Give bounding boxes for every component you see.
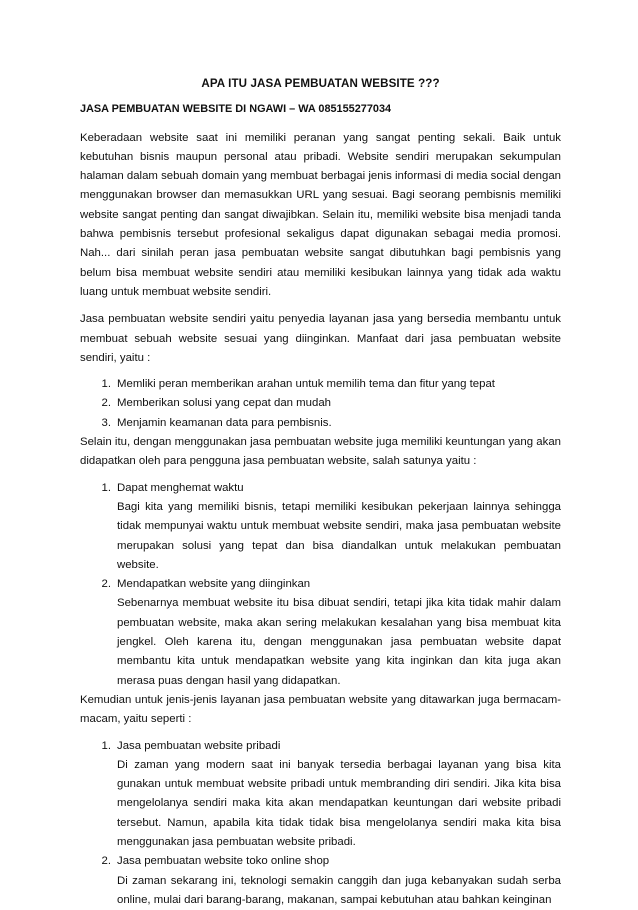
- list-item: [80, 575, 561, 594]
- list-heading: Jasa pembuatan website toko online shop: [117, 852, 561, 871]
- paragraph-definition: Jasa pembuatan website sendiri yaitu penyedia layanan jasa yang bersedia membantu untuk membuat sebuah website sesuai yang diinginkan. Manfaat dari jasa pembuatan website sendiri, yaitu :: [80, 310, 561, 368]
- list-number: 1.: [80, 737, 117, 756]
- list-heading: Mendapatkan website yang diinginkan: [117, 575, 561, 594]
- list-number: 2.: [80, 394, 117, 413]
- paragraph-advantages-intro: Selain itu, dengan menggunakan jasa pembuatan website juga memiliki keuntungan yang akan didapatkan oleh para pengguna jasa pembuatan website, salah satunya yaitu :: [80, 433, 561, 472]
- list-number: 2.: [80, 575, 117, 594]
- list-text: Memliki peran memberikan arahan untuk memilih tema dan fitur yang tepat: [117, 375, 561, 394]
- list-item: [80, 375, 561, 394]
- list-number: 1.: [80, 375, 117, 394]
- list-item: [80, 479, 561, 498]
- list-heading: Jasa pembuatan website pribadi: [117, 737, 561, 756]
- services-list: [80, 737, 561, 910]
- list-text: Menjamin keamanan data para pembisnis.: [117, 414, 561, 433]
- list-description: Sebenarnya membuat website itu bisa dibuat sendiri, tetapi jika kita tidak mahir dalam pembuatan website, maka akan sering melakukan kesalahan yang bisa membuat kita jengkel. Oleh karena itu, dengan menggunakan jasa pembuatan website dapat membantu kita untuk mendapatkan website yang kita inginkan dan kita juga akan merasa puas dengan hasil yang didapatkan.: [117, 594, 561, 690]
- list-item: [80, 852, 561, 871]
- paragraph-services-intro: Kemudian untuk jenis-jenis layanan jasa pembuatan website yang ditawarkan juga bermacam-macam, yaitu seperti :: [80, 691, 561, 730]
- list-item: [80, 394, 561, 413]
- list-heading: Dapat menghemat waktu: [117, 479, 561, 498]
- list-item: [80, 737, 561, 756]
- document-title: APA ITU JASA PEMBUATAN WEBSITE ???: [80, 74, 561, 93]
- document-subtitle: JASA PEMBUATAN WEBSITE DI NGAWI – WA 085155277034: [80, 100, 561, 119]
- document-page: [80, 74, 561, 910]
- list-number: 3.: [80, 414, 117, 433]
- list-number: 2.: [80, 852, 117, 871]
- advantages-list: [80, 479, 561, 691]
- list-item: [80, 414, 561, 433]
- list-description: Di zaman sekarang ini, teknologi semakin canggih dan juga kebanyakan sudah serba online, mulai dari barang-barang, makanan, sampai kebutuhan atau bahkan keinginan: [117, 872, 561, 910]
- list-number: 1.: [80, 479, 117, 498]
- list-description: Bagi kita yang memiliki bisnis, tetapi memiliki kesibukan pekerjaan lainnya sehingga tidak mempunyai waktu untuk membuat website sendiri, maka jasa pembuatan website merupakan solusi yang tepat dan bisa diandalkan untuk melakukan pembuatan website.: [117, 498, 561, 575]
- list-text: Memberikan solusi yang cepat dan mudah: [117, 394, 561, 413]
- paragraph-intro: Keberadaan website saat ini memiliki peranan yang sangat penting sekali. Baik untuk kebutuhan bisnis maupun personal atau pribadi. Website sendiri merupakan sekumpulan halaman dalam sebuah domain yang membuat berbagai jenis informasi di media social dengan menggunakan browser dan memasukkan URL yang sesuai. Bagi seorang pembisnis memiliki website sangat penting dan sangat diwajibkan. Selain itu, memiliki website bisa menjadi tanda bahwa pembisnis tersebut profesional sekaligus dapat digunakan sebagai media promosi. Nah... dari sinilah peran jasa pembuatan website sangat dibutuhkan bagi pembisnis yang belum bisa membuat website sendiri atau memiliki kesibukan lainnya yang tidak ada waktu luang untuk membuat website sendiri.: [80, 129, 561, 303]
- benefits-list: [80, 375, 561, 433]
- list-description: Di zaman yang modern saat ini banyak tersedia berbagai layanan yang bisa kita gunakan untuk membuat website pribadi untuk membranding diri sendiri. Jika kita bisa mengelolanya sendiri maka kita akan mendapatkan keuntungan dari website pribadi tersebut. Namun, apabila kita tidak tidak bisa mengelolanya sendiri maka kita bisa menggunakan jasa pembuatan website pribadi.: [117, 756, 561, 852]
